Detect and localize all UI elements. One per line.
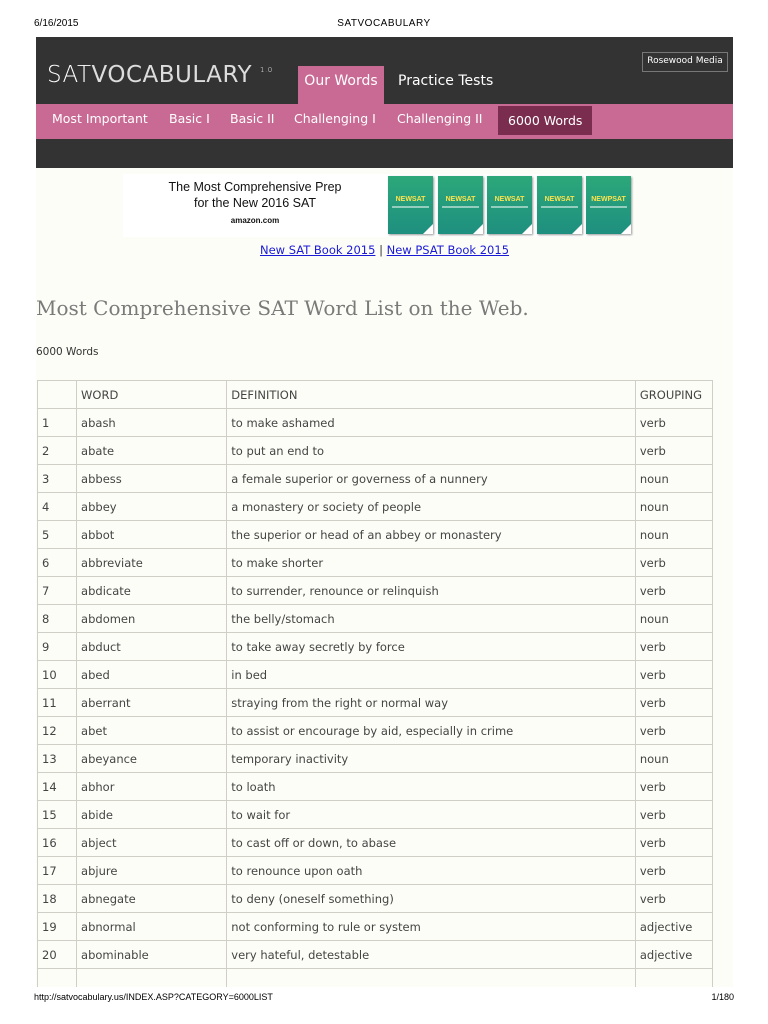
print-page-number: 1/180 <box>711 992 734 1002</box>
word-cell: abate <box>77 437 227 465</box>
definition-cell: not conforming to rule or system <box>227 913 636 941</box>
table-row <box>38 493 713 521</box>
table-row <box>38 773 713 801</box>
definition-cell: the superior or head of an abbey or monastery <box>227 521 636 549</box>
grouping-cell: verb <box>635 409 712 437</box>
row-index: 17 <box>38 857 77 885</box>
header-grouping: GROUPING <box>635 381 712 409</box>
amazon-logo: amazon.com <box>230 216 280 225</box>
table-row <box>38 885 713 913</box>
word-cell: abduct <box>77 633 227 661</box>
row-index: 16 <box>38 829 77 857</box>
table-row <box>38 801 713 829</box>
word-cell: abnegate <box>77 885 227 913</box>
row-index: 18 <box>38 885 77 913</box>
word-cell: abeyance <box>77 745 227 773</box>
definition-cell: very hateful, detestable <box>227 941 636 969</box>
definition-cell: to loath <box>227 773 636 801</box>
definition-cell: to wait for <box>227 801 636 829</box>
grouping-cell: verb <box>635 689 712 717</box>
grouping-cell: verb <box>635 577 712 605</box>
definition-cell: to take away secretly by force <box>227 633 636 661</box>
list-subtitle: 6000 Words <box>36 346 99 358</box>
site-logo[interactable] <box>47 62 273 88</box>
dark-spacer-bar <box>36 139 733 168</box>
row-index: 1 <box>38 409 77 437</box>
grouping-cell: verb <box>635 801 712 829</box>
book-cover-1[interactable]: NEWSAT <box>388 176 433 234</box>
grouping-cell: verb <box>635 661 712 689</box>
word-cell: abject <box>77 829 227 857</box>
row-index: 3 <box>38 465 77 493</box>
word-cell: abominable <box>77 941 227 969</box>
table-row <box>38 605 713 633</box>
logo-vocabulary: VOCABULARY <box>91 62 253 88</box>
table-row <box>38 941 713 969</box>
grouping-cell: verb <box>635 885 712 913</box>
definition-cell: straying from the right or normal way <box>227 689 636 717</box>
amazon-ad-banner[interactable] <box>123 174 632 237</box>
word-cell: abnormal <box>77 913 227 941</box>
word-cell <box>77 969 227 988</box>
table-row <box>38 549 713 577</box>
table-row <box>38 409 713 437</box>
row-index: 7 <box>38 577 77 605</box>
subnav-most-important[interactable]: Most Important <box>52 111 148 126</box>
nav-our-words[interactable]: Our Words <box>298 66 384 105</box>
link-separator: | <box>379 243 383 257</box>
nav-practice-tests[interactable]: Practice Tests <box>398 73 494 89</box>
grouping-cell: verb <box>635 437 712 465</box>
table-row <box>38 913 713 941</box>
web-page <box>36 37 733 987</box>
word-cell: abbess <box>77 465 227 493</box>
row-index: 13 <box>38 745 77 773</box>
grouping-cell: verb <box>635 857 712 885</box>
word-cell: abbot <box>77 521 227 549</box>
print-url: http://satvocabulary.us/INDEX.ASP?CATEGORY=6000LIST <box>34 992 273 1002</box>
grouping-cell: noun <box>635 465 712 493</box>
row-index <box>38 969 77 988</box>
definition-cell: to surrender, renounce or relinquish <box>227 577 636 605</box>
book-links <box>36 243 733 257</box>
definition-cell: to make shorter <box>227 549 636 577</box>
row-index: 10 <box>38 661 77 689</box>
rosewood-media-button[interactable]: Rosewood Media <box>642 52 728 72</box>
word-cell: abash <box>77 409 227 437</box>
top-navbar <box>36 37 733 105</box>
row-index: 20 <box>38 941 77 969</box>
subnav-6000-words[interactable]: 6000 Words <box>498 106 592 135</box>
grouping-cell: verb <box>635 829 712 857</box>
word-cell: abdomen <box>77 605 227 633</box>
word-cell: abbreviate <box>77 549 227 577</box>
header-definition: DEFINITION <box>227 381 636 409</box>
definition-cell: to make ashamed <box>227 409 636 437</box>
table-row <box>38 521 713 549</box>
print-title: SATVOCABULARY <box>337 18 431 29</box>
definition-cell: to assist or encourage by aid, especially in crime <box>227 717 636 745</box>
header-word: WORD <box>77 381 227 409</box>
word-cell: abbey <box>77 493 227 521</box>
subnav-basic-1[interactable]: Basic I <box>169 111 210 126</box>
table-row <box>38 745 713 773</box>
row-index: 12 <box>38 717 77 745</box>
definition-cell: the belly/stomach <box>227 605 636 633</box>
word-table <box>37 380 713 987</box>
word-cell: aberrant <box>77 689 227 717</box>
grouping-cell: verb <box>635 717 712 745</box>
grouping-cell <box>635 969 712 988</box>
word-cell: abet <box>77 717 227 745</box>
word-cell: abdicate <box>77 577 227 605</box>
logo-sat: SAT <box>47 62 92 88</box>
table-row <box>38 633 713 661</box>
row-index: 19 <box>38 913 77 941</box>
logo-version: 1.0 <box>260 66 273 74</box>
grouping-cell: noun <box>635 521 712 549</box>
grouping-cell: verb <box>635 773 712 801</box>
page-title: Most Comprehensive SAT Word List on the Web. <box>36 296 529 320</box>
header-index <box>38 381 77 409</box>
subnav-basic-2[interactable]: Basic II <box>230 111 275 126</box>
table-row <box>38 465 713 493</box>
row-index: 5 <box>38 521 77 549</box>
table-row <box>38 577 713 605</box>
book-cover-2[interactable]: NEWSAT <box>438 176 483 234</box>
grouping-cell: noun <box>635 745 712 773</box>
grouping-cell: noun <box>635 493 712 521</box>
row-index: 11 <box>38 689 77 717</box>
row-index: 4 <box>38 493 77 521</box>
definition-cell: to cast off or down, to abase <box>227 829 636 857</box>
table-row <box>38 717 713 745</box>
definition-cell: to deny (oneself something) <box>227 885 636 913</box>
row-index: 9 <box>38 633 77 661</box>
table-row <box>38 661 713 689</box>
sub-navbar <box>36 104 733 139</box>
grouping-cell: adjective <box>635 913 712 941</box>
print-date: 6/16/2015 <box>34 18 79 29</box>
definition-cell <box>227 969 636 988</box>
grouping-cell: verb <box>635 549 712 577</box>
book-cover-3[interactable]: NEWSAT <box>487 176 532 234</box>
subnav-challenging-2[interactable]: Challenging II <box>397 111 483 126</box>
word-cell: abide <box>77 801 227 829</box>
definition-cell: temporary inactivity <box>227 745 636 773</box>
table-row <box>38 829 713 857</box>
print-header <box>0 18 768 32</box>
row-index: 15 <box>38 801 77 829</box>
new-psat-book-link[interactable]: New PSAT Book 2015 <box>386 243 510 257</box>
print-footer <box>0 992 768 1006</box>
ad-line-1: The Most Comprehensive Prep <box>168 180 342 194</box>
row-index: 8 <box>38 605 77 633</box>
definition-cell: a female superior or governess of a nunnery <box>227 465 636 493</box>
table-row <box>38 969 713 988</box>
row-index: 6 <box>38 549 77 577</box>
word-cell: abhor <box>77 773 227 801</box>
row-index: 14 <box>38 773 77 801</box>
table-row <box>38 437 713 465</box>
ad-line-2: for the New 2016 SAT <box>193 196 317 210</box>
definition-cell: a monastery or society of people <box>227 493 636 521</box>
table-row <box>38 857 713 885</box>
definition-cell: to renounce upon oath <box>227 857 636 885</box>
grouping-cell: verb <box>635 633 712 661</box>
subnav-challenging-1[interactable]: Challenging I <box>294 111 376 126</box>
book-cover-5[interactable]: NEWPSAT <box>586 176 631 234</box>
table-header-row <box>38 381 713 409</box>
new-sat-book-link[interactable]: New SAT Book 2015 <box>259 243 376 257</box>
grouping-cell: noun <box>635 605 712 633</box>
grouping-cell: adjective <box>635 941 712 969</box>
definition-cell: in bed <box>227 661 636 689</box>
book-cover-4[interactable]: NEWSAT <box>537 176 582 234</box>
word-cell: abjure <box>77 857 227 885</box>
table-row <box>38 689 713 717</box>
word-cell: abed <box>77 661 227 689</box>
row-index: 2 <box>38 437 77 465</box>
definition-cell: to put an end to <box>227 437 636 465</box>
